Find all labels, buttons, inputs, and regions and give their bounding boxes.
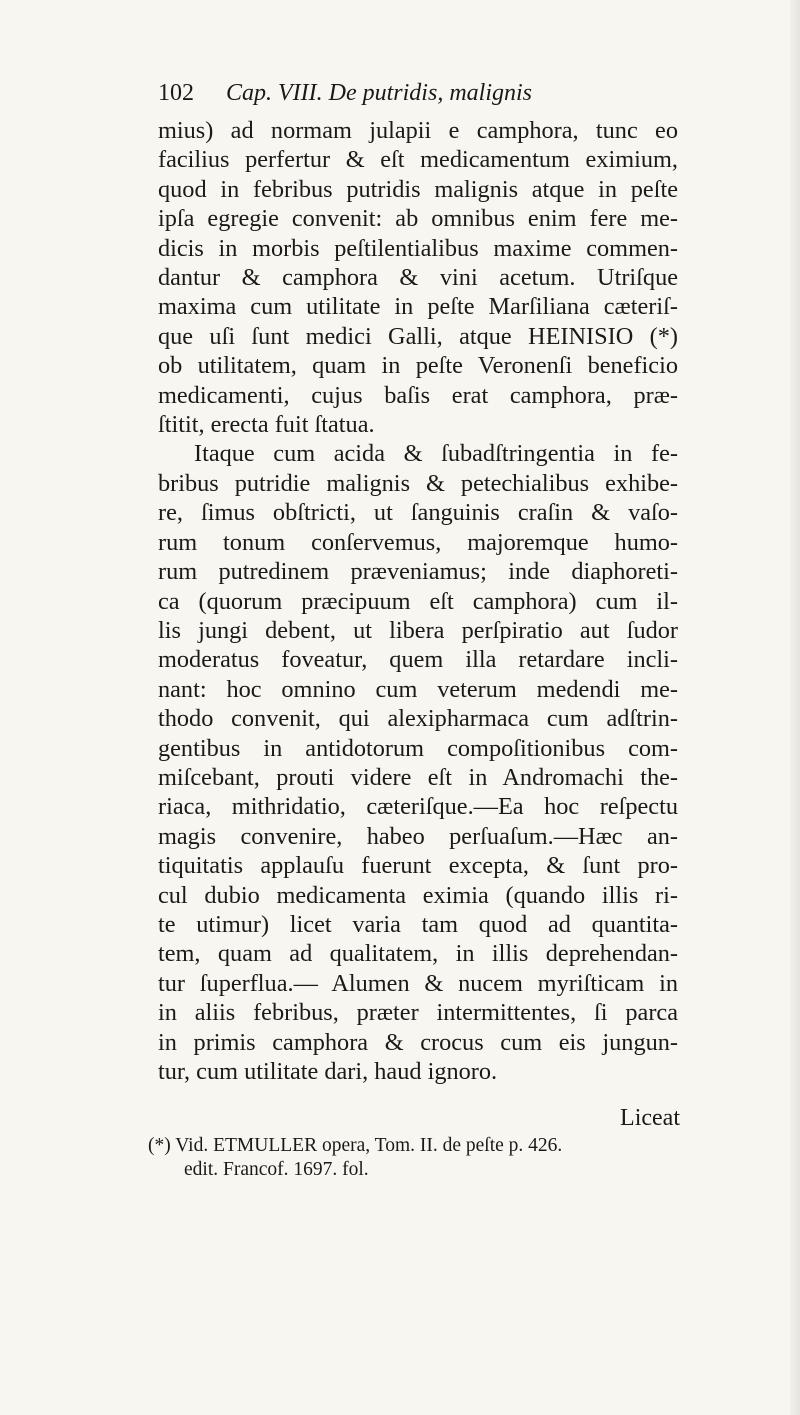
running-title: Cap. VIII. De putridis, malignis — [226, 80, 532, 106]
body-text — [158, 116, 678, 1086]
text-line: Itaque cum acida & ſubadſtringentia in fe- — [194, 440, 678, 468]
text-line: quod in febribus putridis malignis atque in peſte — [158, 175, 678, 203]
text-line: mius) ad normam julapii e camphora, tunc eo — [158, 117, 678, 144]
text-line: bribus putridie malignis & petechialibus exhibe- — [158, 469, 678, 497]
text-line: in primis camphora & crocus cum eis jungun- — [158, 1028, 678, 1056]
running-header — [158, 78, 678, 108]
text-line: miſcebant, prouti videre eſt in Andromachi the- — [158, 763, 678, 791]
text-line: tur, cum utilitate dari, haud ignoro. — [158, 1058, 498, 1085]
text-line: riaca, mithridatio, cæteriſque.—Ea hoc reſpectu — [158, 793, 678, 821]
text-line: thodo convenit, qui alexipharmaca cum adſtrin- — [158, 705, 678, 733]
text-line: tur ſuperflua.— Alumen & nucem myriſticam in — [158, 969, 678, 997]
catchword: Liceat — [620, 1105, 680, 1131]
text-line: ipſa egregie convenit: ab omnibus enim fere me- — [158, 205, 678, 233]
text-line: rum tonum conſervemus, majoremque humo- — [158, 528, 678, 556]
text-line: cul dubio medicamenta eximia (quando illis ri- — [158, 881, 678, 909]
text-line: ob utilitatem, quam in peſte Veronenſi beneficio — [158, 352, 678, 380]
footnote-line: edit. Francof. 1697. fol. — [184, 1159, 369, 1180]
footnote-line: (*) Vid. ETMULLER opera, Tom. II. de peſte p. 426. — [148, 1135, 563, 1156]
text-line: medicamenti, cujus baſis erat camphora, præ- — [158, 381, 678, 409]
text-line: maxima cum utilitate in peſte Marſiliana cæteriſ- — [158, 293, 678, 321]
text-line: dicis in morbis peſtilentialibus maxime commen- — [158, 234, 678, 262]
text-line: dantur & camphora & vini acetum. Utriſque — [158, 264, 678, 292]
text-line: tem, quam ad qualitatem, in illis deprehendan- — [158, 940, 678, 968]
text-line: in aliis febribus, præter intermittentes, ſi parca — [158, 999, 678, 1027]
text-line: ſtitit, erecta fuit ſtatua. — [158, 411, 375, 439]
text-line: tiquitatis applauſu fuerunt excepta, & ſunt pro- — [158, 852, 678, 880]
text-line: que uſi ſunt medici Galli, atque HEINISIO (*) — [158, 322, 678, 350]
text-line: nant: hoc omnino cum veterum medendi me- — [158, 675, 678, 703]
text-line: moderatus foveatur, quem illa retardare incli- — [158, 646, 678, 674]
text-line: lis jungi debent, ut libera perſpiratio aut ſudor — [158, 616, 678, 644]
text-line: te utimur) licet varia tam quod ad quantita- — [158, 910, 678, 938]
text-line: re, ſimus obſtricti, ut ſanguinis craſin & vaſo- — [158, 499, 678, 527]
footnote — [148, 1134, 688, 1182]
text-line: magis convenire, habeo perſuaſum.—Hæc an- — [158, 822, 678, 850]
text-line: gentibus in antidotorum compoſitionibus com- — [158, 734, 678, 762]
page-number: 102 — [158, 80, 194, 106]
page-edge — [790, 0, 800, 1415]
text-line: rum putredinem præveniamus; inde diaphoreti- — [158, 558, 678, 586]
text-line: facilius perfertur & eſt medicamentum eximium, — [158, 146, 678, 174]
text-line: ca (quorum præcipuum eſt camphora) cum il- — [158, 587, 678, 615]
